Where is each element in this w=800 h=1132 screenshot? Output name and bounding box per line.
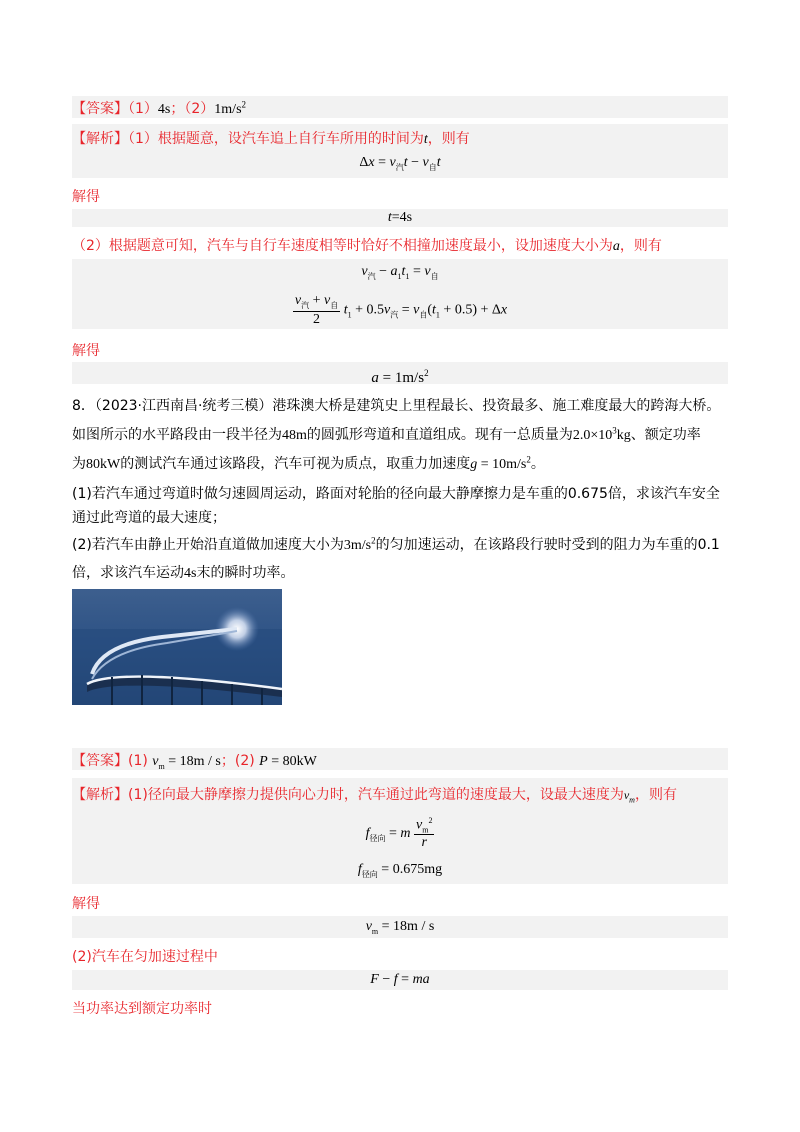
analysis-tag-2: 【解析】 bbox=[72, 787, 128, 803]
answer-line-2: 【答案】(1) $v_m = 18m / s$；(2) P = 80kW bbox=[72, 753, 317, 771]
equation-velocity: $v_汽 - a_1t_1 = v_自$ bbox=[361, 264, 439, 281]
part2-text-2: (2)汽车在匀加速过程中 bbox=[72, 949, 218, 965]
equation-vm: $v_m = 18m / s$ bbox=[72, 916, 728, 938]
problem-line-5: 通过此弯道的最大速度； bbox=[72, 510, 226, 526]
problem-line-4: (1)若汽车通过弯道时做匀速圆周运动，路面对轮胎的径向最大静摩擦力是车重的0.675倍，求该汽车安全 bbox=[72, 486, 720, 502]
analysis-line-2: 【解析】(1)径向最大静摩擦力提供向心力时，汽车通过此弯道的速度最大，设最大速度为$v_m$，则有 bbox=[72, 787, 677, 805]
equation-centripetal: $f_{径向} = m$ $\frac{v_m^2}{r}$ bbox=[365, 816, 433, 851]
answer-text: （1）4s；$(2)1m/s^2$ bbox=[128, 99, 247, 117]
equation-delta-x: $\Delta x = v_汽t - v_自t$ bbox=[359, 155, 441, 172]
equation-distance: $v_汽 + v_自$ 2 $t_1 + 0.5v_汽 = v_自(t_1 + 0.5) + \Delta x$ bbox=[294, 293, 508, 327]
analysis-line-1: 【解析】（1）根据题意，设汽车追上自行车所用的时间为t，则有 bbox=[72, 131, 470, 147]
equation-newton: F − f = ma bbox=[72, 970, 728, 990]
problem-line-7: 倍，求该汽车运动4s末的瞬时功率。 bbox=[72, 565, 295, 581]
equation-a: $a = 1m/s^2$ bbox=[72, 362, 728, 384]
solve-label-3: 解得 bbox=[72, 896, 100, 912]
solve-label-1: 解得 bbox=[72, 189, 100, 205]
part2-text-1: （2）根据题意可知，汽车与自行车速度相等时恰好不相撞加速度最小，设加速度大小为a，则有 bbox=[72, 238, 662, 254]
bridge-photo bbox=[72, 589, 282, 705]
answer-tag-2: 【答案】 bbox=[72, 753, 128, 769]
answer-tag: 【答案】 bbox=[72, 101, 128, 117]
analysis-tag: 【解析】 bbox=[72, 131, 128, 147]
problem-line-3: 为80kW的测试汽车通过该路段，汽车可视为质点，取重力加速度$g = 10m/s^2$。 bbox=[72, 454, 545, 472]
last-line: 当功率达到额定功率时 bbox=[72, 1001, 212, 1017]
answer-line-1 bbox=[72, 98, 246, 118]
problem-line-6: (2)若汽车由静止开始沿直道做加速度大小为$3m/s^2$的匀加速运动，在该路段行驶时受到的阻力为车重的0.1 bbox=[72, 535, 720, 553]
problem-line-2: 如图所示的水平路段由一段半径为48m的圆弧形弯道和直道组成。现有一总质量为$2.0\times 10^3kg$、额定功率 bbox=[72, 425, 701, 443]
solve-label-2: 解得 bbox=[72, 343, 100, 359]
problem-line-1: 8．（2023·江西南昌·统考三模）港珠澳大桥是建筑史上里程最长、投资最多、施工难度最大的跨海大桥。 bbox=[72, 398, 721, 414]
equation-t: t=4s bbox=[72, 209, 728, 227]
equation-friction: $f_{径向} = 0.675mg$ bbox=[357, 862, 443, 879]
